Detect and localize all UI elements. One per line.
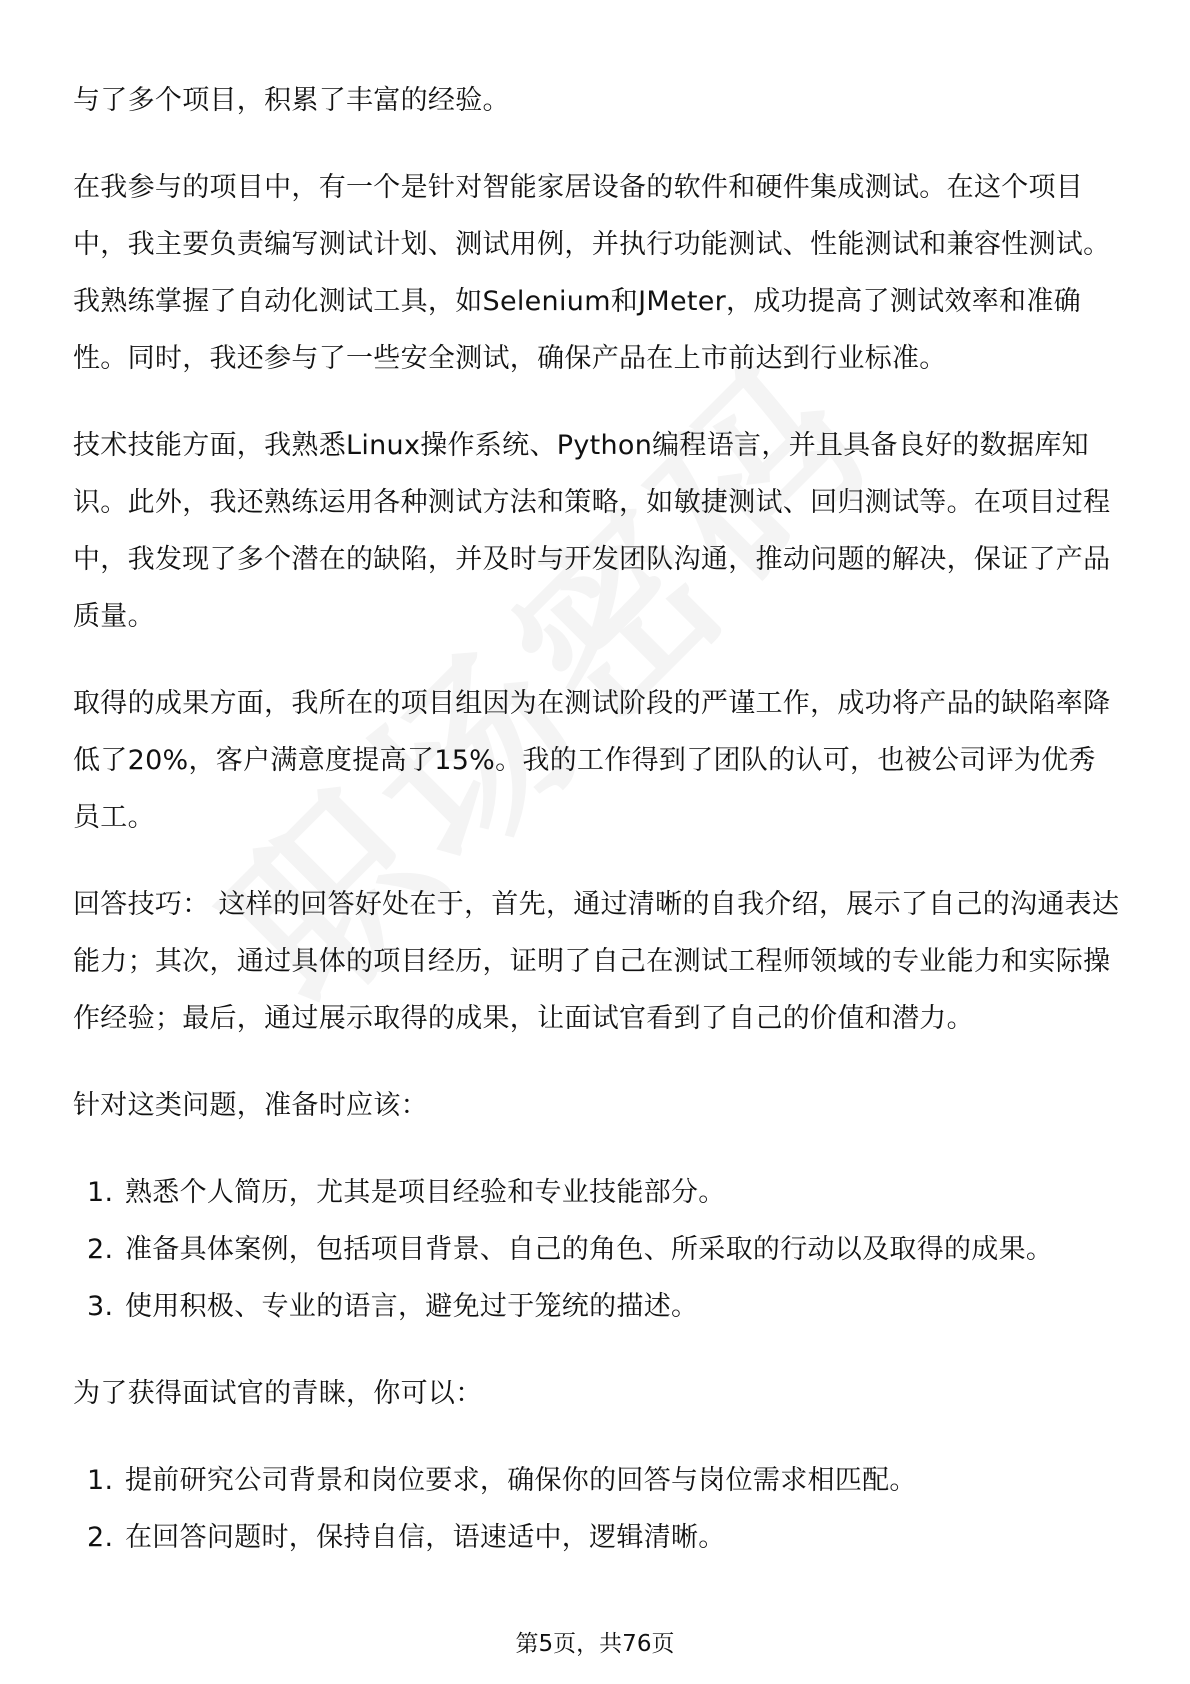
list-text: 使用积极、专业的语言，避免过于笼统的描述。 xyxy=(125,1291,699,1322)
paragraph-tips-heading: 为了获得面试官的青睐，你可以： xyxy=(73,1378,483,1409)
page-content xyxy=(73,72,1123,1596)
list-item xyxy=(73,1221,1123,1278)
preparation-list xyxy=(73,1164,1123,1335)
tips-list xyxy=(73,1452,1123,1566)
list-item xyxy=(73,1452,1123,1509)
list-item xyxy=(73,1278,1123,1335)
paragraph-achievements: 取得的成果方面，我所在的项目组因为在测试阶段的严谨工作，成功将产品的缺陷率降低了20%，客户满意度提高了15%。我的工作得到了团队的认可，也被公司评为优秀员工。 xyxy=(73,688,1111,833)
list-item xyxy=(73,1164,1123,1221)
list-text: 准备具体案例，包括项目背景、自己的角色、所采取的行动以及取得的成果。 xyxy=(125,1234,1054,1265)
paragraph-intro-continuation: 与了多个项目，积累了丰富的经验。 xyxy=(73,85,510,116)
list-number: 2. xyxy=(87,1522,114,1553)
paragraph-preparation-heading: 针对这类问题，准备时应该： xyxy=(73,1090,428,1121)
page-footer: 第5页，共76页 xyxy=(515,1631,675,1657)
list-number: 1. xyxy=(87,1465,114,1496)
paragraph-project-experience: 在我参与的项目中，有一个是针对智能家居设备的软件和硬件集成测试。在这个项目中，我主要负责编写测试计划、测试用例，并执行功能测试、性能测试和兼容性测试。我熟练掌握了自动化测试工具，如Selenium和JMeter，成功提高了测试效率和准确性。同时，我还参与了一些安全测试，确保产品在上市前达到行业标准。 xyxy=(73,172,1111,374)
paragraph-technical-skills: 技术技能方面，我熟悉Linux操作系统、Python编程语言，并且具备良好的数据库知识。此外，我还熟练运用各种测试方法和策略，如敏捷测试、回归测试等。在项目过程中，我发现了多个潜在的缺陷，并及时与开发团队沟通，推动问题的解决，保证了产品质量。 xyxy=(73,430,1111,632)
list-text: 熟悉个人简历，尤其是项目经验和专业技能部分。 xyxy=(125,1177,726,1208)
list-item xyxy=(73,1509,1123,1566)
list-number: 3. xyxy=(87,1291,114,1322)
list-text: 在回答问题时，保持自信，语速适中，逻辑清晰。 xyxy=(125,1522,726,1553)
list-text: 提前研究公司背景和岗位要求，确保你的回答与岗位需求相匹配。 xyxy=(125,1465,917,1496)
list-number: 1. xyxy=(87,1177,114,1208)
list-number: 2. xyxy=(87,1234,114,1265)
paragraph-answer-tips: 回答技巧： 这样的回答好处在于，首先，通过清晰的自我介绍，展示了自己的沟通表达能力；其次，通过具体的项目经历，证明了自己在测试工程师领域的专业能力和实际操作经验；最后，通过展示取得的成果，让面试官看到了自己的价值和潜力。 xyxy=(73,889,1120,1034)
